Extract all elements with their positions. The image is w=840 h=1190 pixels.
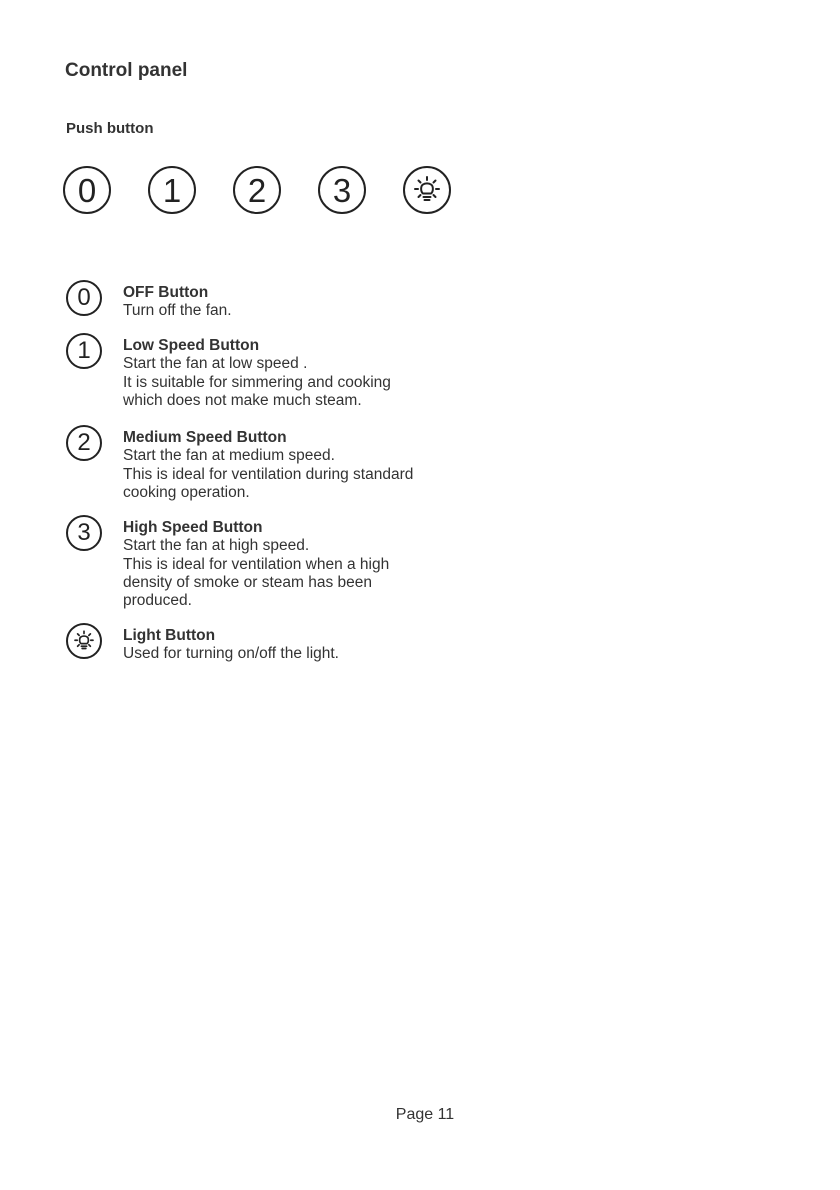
high-speed-button-text [123,519,483,610]
page-number: Page 11 [395,1106,455,1123]
low-speed-button-line: which does not make much steam. [123,391,362,409]
off-button-symbol-small: 0 [66,280,102,316]
high-speed-button-symbol-small: 3 [66,515,102,551]
high-speed-button-line: This is ideal for ventilation when a high [123,555,390,573]
high-speed-button-heading: High Speed Button [123,519,263,536]
page-title: Control panel [65,60,188,81]
light-button-symbol [403,166,451,214]
light-button-line: Used for turning on/off the light. [123,645,339,663]
off-button-text [123,284,483,321]
lightbulb-icon [411,174,443,206]
section-subtitle: Push button [66,120,154,137]
lightbulb-icon [72,629,96,653]
low-speed-button-line: Start the fan at low speed . [123,355,308,373]
high-speed-button-line: density of smoke or steam has been [123,573,372,591]
light-button-heading: Light Button [123,627,216,644]
off-button-line: Turn off the fan. [123,302,232,320]
high-speed-button-line: produced. [123,592,192,610]
push-button-row [63,166,451,214]
medium-speed-button-line: This is ideal for ventilation during standard [123,465,414,483]
medium-speed-button-line: cooking operation. [123,483,250,501]
low-speed-button-symbol-small: 1 [66,333,102,369]
low-speed-button-line: It is suitable for simmering and cooking [123,373,391,391]
off-button-heading: OFF Button [123,284,209,301]
low-speed-button-heading: Low Speed Button [123,337,260,354]
light-button-symbol-small [66,623,102,659]
off-button-symbol: 0 [63,166,111,214]
high-speed-button-symbol: 3 [318,166,366,214]
medium-speed-button-line: Start the fan at medium speed. [123,447,335,465]
medium-speed-button-symbol: 2 [233,166,281,214]
low-speed-button-symbol: 1 [148,166,196,214]
light-button-text [123,627,483,664]
high-speed-button-line: Start the fan at high speed. [123,537,310,555]
medium-speed-button-symbol-small: 2 [66,425,102,461]
medium-speed-button-heading: Medium Speed Button [123,429,287,446]
medium-speed-button-text [123,429,483,502]
low-speed-button-text [123,337,483,410]
